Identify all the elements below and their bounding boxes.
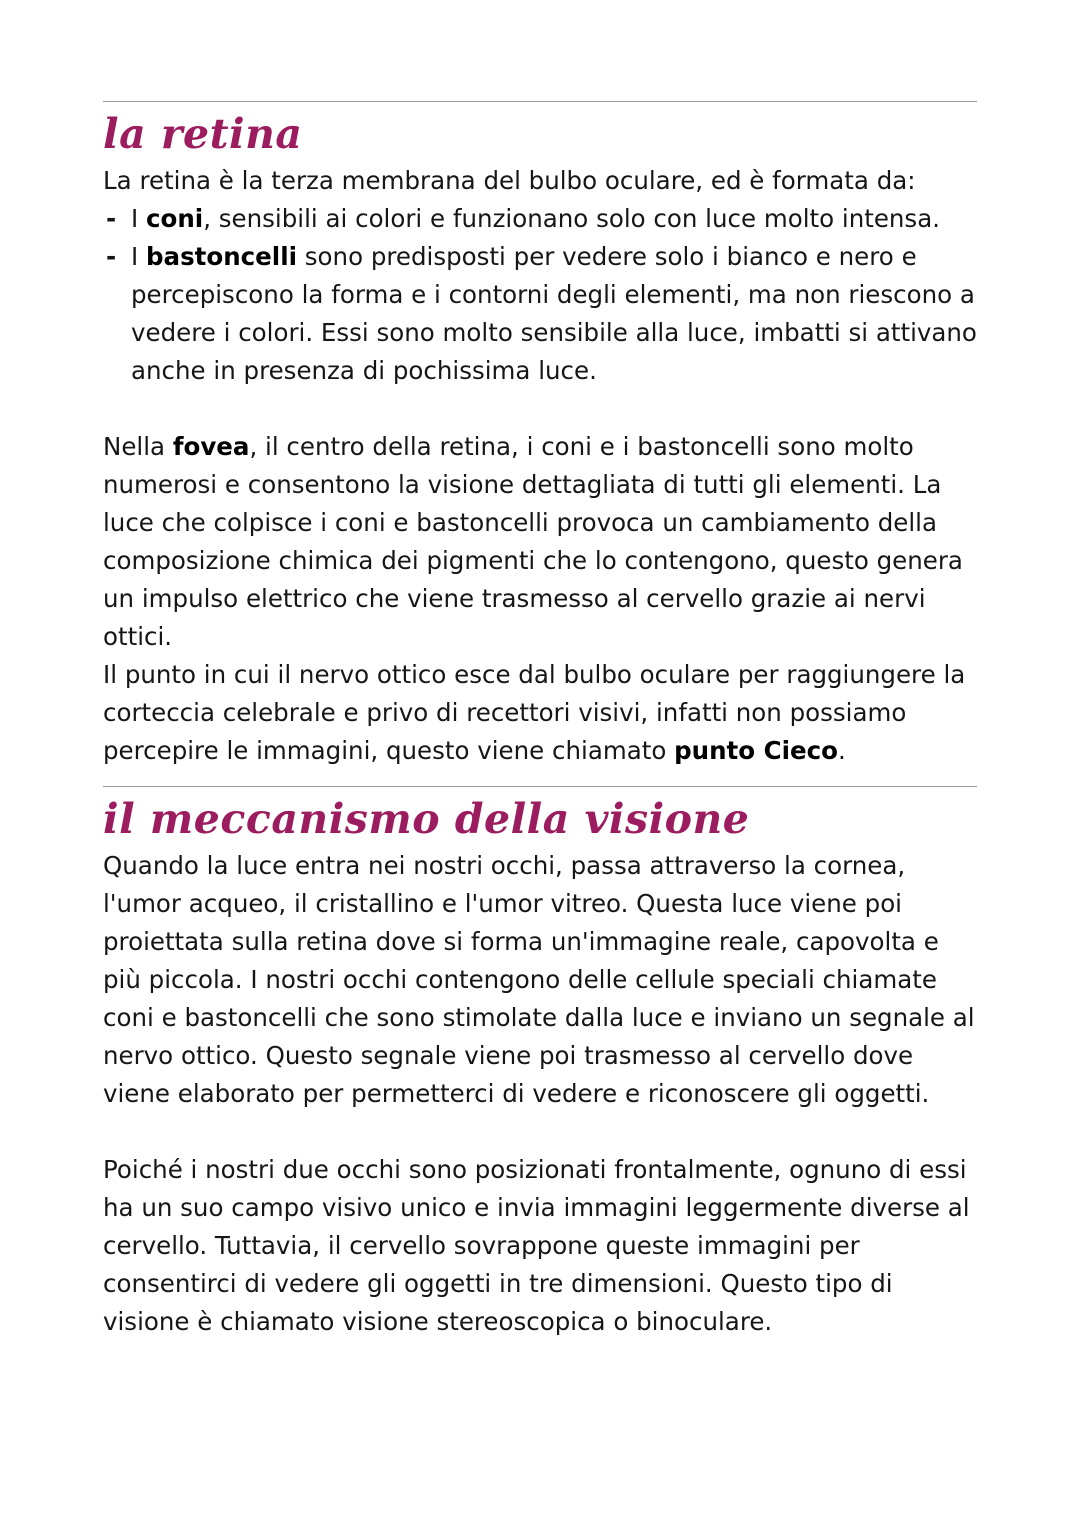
bullet-dash: - <box>106 242 117 271</box>
bullet-dash: - <box>106 204 117 233</box>
section-heading: la retina <box>103 110 303 158</box>
key-term: fovea <box>172 432 250 461</box>
bullet-text: , sensibili ai colori e funzionano solo con luce molto intensa. <box>203 204 941 233</box>
section-divider <box>103 101 977 102</box>
retina-bullet-list <box>103 200 977 390</box>
bullet-text: I <box>131 204 147 233</box>
blind-spot-paragraph <box>103 656 977 770</box>
key-term: bastoncelli <box>146 242 297 271</box>
key-term: coni <box>146 204 204 233</box>
vision-paragraph-2: Poiché i nostri due occhi sono posizionati frontalmente, ognuno di essi ha un suo campo visivo unico e invia immagini leggermente diverse al cervello. Tuttavia, il cervello sovrappone queste immagini per consentirci di vedere gli oggetti in tre dimensioni. Questo tipo di visione è chiamato visione stereoscopica o binoculare. <box>103 1155 970 1336</box>
section-vision-mechanism <box>103 786 977 1341</box>
list-item <box>103 238 977 390</box>
document-page <box>103 101 977 1341</box>
paragraph-text: . <box>837 736 846 765</box>
section-heading: il meccanismo della visione <box>103 795 750 843</box>
section-divider <box>103 786 977 787</box>
paragraph-text: , il centro della retina, i coni e i bastoncelli sono molto numerosi e consentono la visione dettagliata di tutti gli elementi. La luce che colpisce i coni e bastoncelli provoca un cambiamento della composizione chimica dei pigmenti che lo contengono, questo genera un impulso elettrico che viene trasmesso al cervello grazie ai nervi ottici. <box>103 432 963 651</box>
bullet-text: sono predisposti per vedere solo i bianco e nero e percepiscono la forma e i contorni degli elementi, ma non riescono a vedere i colori. Essi sono molto sensibile alla luce, imbatti si attivano anche in presenza di pochissima luce. <box>131 242 977 385</box>
paragraph-text: Nella <box>103 432 173 461</box>
vision-paragraph-1: Quando la luce entra nei nostri occhi, passa attraverso la cornea, l'umor acqueo, il cristallino e l'umor vitreo. Questa luce viene poi proiettata sulla retina dove si forma un'immagine reale, capovolta e più piccola. I nostri occhi contengono delle cellule speciali chiamate coni e bastoncelli che sono stimolate dalla luce e inviano un segnale al nervo ottico. Questo segnale viene poi trasmesso al cervello dove viene elaborato per permetterci di vedere e riconoscere gli oggetti. <box>103 851 975 1108</box>
section-retina <box>103 101 977 770</box>
paragraph-text: Il punto in cui il nervo ottico esce dal bulbo oculare per raggiungere la corteccia celebrale e privo di recettori visivi, infatti non possiamo percepire le immagini, questo viene chiamato <box>103 660 966 765</box>
key-term: punto Cieco <box>674 736 838 765</box>
list-item <box>103 200 977 238</box>
bullet-text: I <box>131 242 147 271</box>
fovea-paragraph <box>103 428 977 656</box>
retina-intro: La retina è la terza membrana del bulbo oculare, ed è formata da: <box>103 166 916 195</box>
